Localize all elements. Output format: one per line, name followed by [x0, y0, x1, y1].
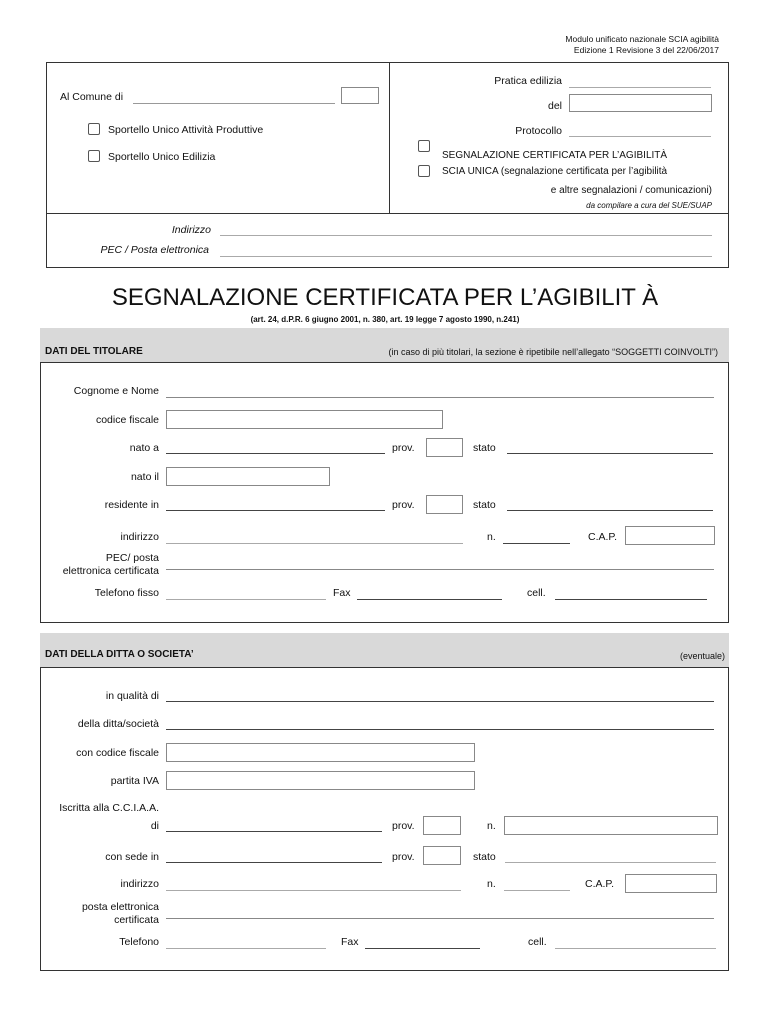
cciaa-label-1: Iscritta alla C.C.I.A.A.: [59, 802, 159, 814]
nato-prov-input[interactable]: [426, 438, 463, 457]
cciaa-input[interactable]: [166, 831, 382, 832]
pec-tit-label-1: PEC/ posta: [105, 552, 159, 564]
ditta-fax-input[interactable]: [365, 948, 480, 949]
tel-input[interactable]: [166, 599, 326, 600]
suap-checkbox[interactable]: [88, 123, 100, 135]
nato-il-input[interactable]: [166, 467, 330, 486]
sede-prov-input[interactable]: [423, 846, 461, 865]
recipient-hline: [46, 213, 729, 214]
ditta-tel-input[interactable]: [166, 948, 326, 949]
pec-tit-label-2: elettronica certificata: [62, 565, 159, 577]
scia-unica-label: SCIA UNICA (segnalazione certificata per l’agibilità: [442, 166, 668, 177]
cciaa-n-label: n.: [487, 820, 496, 832]
ditta-pec-label-2: certificata: [114, 914, 159, 926]
piva-label: partita IVA: [110, 775, 159, 787]
ditta-note: (eventuale): [679, 651, 725, 661]
indirizzo-label: Indirizzo: [171, 224, 211, 236]
cell-label: cell.: [527, 587, 546, 599]
sede-stato-input[interactable]: [505, 862, 716, 863]
res-stato-input[interactable]: [507, 510, 713, 511]
sue-checkbox[interactable]: [88, 150, 100, 162]
cura-note: da compilare a cura del SUE/SUAP: [586, 201, 712, 210]
tel-label: Telefono fisso: [94, 587, 159, 599]
cciaa-label-2: di: [150, 820, 159, 832]
nato-stato-label: stato: [473, 442, 496, 454]
indirizzo-input[interactable]: [220, 235, 712, 236]
pratica-label: Pratica edilizia: [494, 75, 562, 87]
scia-unica-label-cont: e altre segnalazioni / comunicazioni): [550, 185, 712, 196]
ditta-fax-label: Fax: [341, 936, 359, 948]
civico-input[interactable]: [503, 543, 570, 544]
comune-input[interactable]: [133, 103, 335, 104]
fax-input[interactable]: [357, 599, 502, 600]
ditta-input[interactable]: [166, 729, 714, 730]
cf-input[interactable]: [166, 410, 443, 429]
ditta-pec-input[interactable]: [166, 918, 714, 919]
sede-input[interactable]: [166, 862, 382, 863]
res-stato-label: stato: [473, 499, 496, 511]
residente-label: residente in: [104, 499, 159, 511]
protocollo-label: Protocollo: [515, 125, 562, 137]
ditta-label: della ditta/società: [77, 718, 159, 730]
ditta-cf-input[interactable]: [166, 743, 475, 762]
recipient-divider: [389, 62, 390, 213]
sede-stato-label: stato: [473, 851, 496, 863]
scia-agibilita-label: SEGNALAZIONE CERTIFICATA PER L’AGIBILITÀ: [442, 150, 668, 161]
cell-input[interactable]: [555, 599, 707, 600]
ditta-heading: DATI DELLA DITTA O SOCIETA’: [45, 649, 194, 660]
nato-a-input[interactable]: [166, 453, 385, 454]
cf-label: codice fiscale: [95, 414, 159, 426]
sede-prov-label: prov.: [392, 851, 415, 863]
form-edition-line2: Edizione 1 Revisione 3 del 22/06/2017: [573, 45, 719, 55]
ditta-cap-input[interactable]: [625, 874, 717, 893]
cognome-input[interactable]: [166, 397, 714, 398]
cap-input[interactable]: [625, 526, 715, 545]
suap-label: Sportello Unico Attività Produttive: [108, 124, 264, 136]
pratica-input[interactable]: [569, 87, 711, 88]
ditta-cap-label: C.A.P.: [585, 878, 614, 890]
nato-stato-input[interactable]: [507, 453, 713, 454]
cap-label: C.A.P.: [588, 531, 617, 543]
ditta-civico-input[interactable]: [504, 890, 570, 891]
civico-label: n.: [487, 531, 496, 543]
nato-il-label: nato il: [130, 471, 159, 483]
sede-label: con sede in: [105, 851, 159, 863]
ditta-indirizzo-input[interactable]: [166, 890, 461, 891]
pec-label: PEC / Posta elettronica: [100, 244, 209, 256]
res-prov-label: prov.: [392, 499, 415, 511]
nato-prov-label: prov.: [392, 442, 415, 454]
piva-input[interactable]: [166, 771, 475, 790]
al-comune-label: Al Comune di: [60, 91, 124, 103]
qualita-input[interactable]: [166, 701, 714, 702]
page-title: SEGNALAZIONE CERTIFICATA PER L’AGIBILIT À: [111, 284, 659, 311]
res-prov-input[interactable]: [426, 495, 463, 514]
page-subtitle: (art. 24, d.P.R. 6 giugno 2001, n. 380, art. 19 legge 7 agosto 1990, n.241): [250, 315, 520, 324]
ditta-cell-label: cell.: [528, 936, 547, 948]
sue-label: Sportello Unico Edilizia: [108, 151, 216, 163]
scia-agibilita-checkbox[interactable]: [418, 140, 430, 152]
fax-label: Fax: [333, 587, 351, 599]
pec-input[interactable]: [220, 256, 712, 257]
ditta-cell-input[interactable]: [555, 948, 716, 949]
del-label: del: [547, 100, 562, 112]
del-date-input[interactable]: [569, 94, 712, 112]
protocollo-input[interactable]: [569, 136, 711, 137]
scia-unica-checkbox[interactable]: [418, 165, 430, 177]
residente-input[interactable]: [166, 510, 385, 511]
titolare-note: (in caso di più titolari, la sezione è ripetibile nell’allegato “SOGGETTI COINVOLTI”): [388, 347, 718, 357]
titolare-panel: [40, 362, 729, 623]
pec-tit-input[interactable]: [166, 569, 714, 570]
ditta-pec-label-1: posta elettronica: [81, 901, 159, 913]
cognome-label: Cognome e Nome: [73, 385, 159, 397]
indirizzo-tit-input[interactable]: [166, 543, 463, 544]
recipient-box: [46, 62, 729, 268]
nato-a-label: nato a: [129, 442, 159, 454]
cciaa-prov-label: prov.: [392, 820, 415, 832]
cciaa-prov-input[interactable]: [423, 816, 461, 835]
form-edition-line1: Modulo unificato nazionale SCIA agibilità: [565, 34, 719, 44]
indirizzo-tit-label: indirizzo: [120, 531, 159, 543]
ditta-indirizzo-label: indirizzo: [120, 878, 159, 890]
cciaa-n-input[interactable]: [504, 816, 718, 835]
titolare-heading: DATI DEL TITOLARE: [45, 346, 143, 357]
ditta-civico-label: n.: [487, 878, 496, 890]
ditta-tel-label: Telefono: [119, 936, 159, 948]
ditta-cf-label: con codice fiscale: [76, 747, 159, 759]
comune-code-input[interactable]: [341, 87, 379, 104]
qualita-label: in qualità di: [105, 690, 159, 702]
